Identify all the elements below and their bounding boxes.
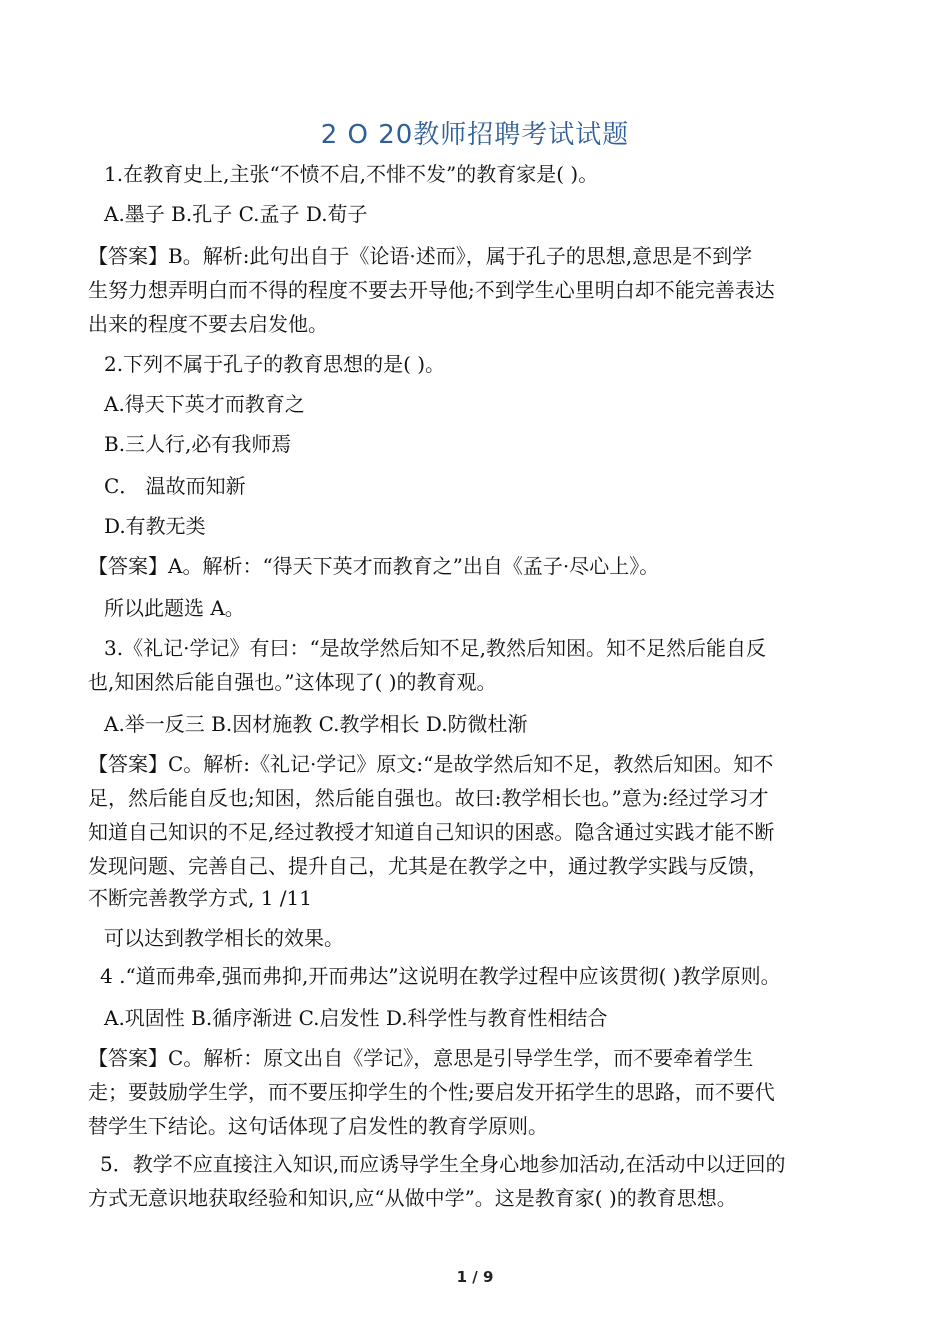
- document-title: 2 O 20教师招聘考试试题: [320, 120, 630, 150]
- text-line: 走；要鼓励学生学，而不要压抑学生的个性;要启发开拓学生的思路，而不要代: [88, 1080, 775, 1104]
- text-line: 【答案】C。解析：原文出自《学记》，意思是引导学生学，而不要牵着学生: [88, 1046, 754, 1070]
- page-number: 1 / 9: [456, 1268, 494, 1286]
- text-line: A.墨子 B.孔子 C.孟子 D.荀子: [104, 202, 368, 226]
- text-line: A.举一反三 B.因材施教 C.教学相长 D.防微杜渐: [104, 712, 528, 736]
- text-line: 2.下列不属于孔子的教育思想的是( )。: [104, 352, 446, 376]
- text-line: 替学生下结论。这句话体现了启发性的教育学原则。: [88, 1114, 548, 1138]
- text-line: 出来的程度不要去启发他。: [88, 312, 328, 336]
- text-line: 5．教学不应直接注入知识,而应诱导学生全身心地参加活动,在活动中以迂回的: [100, 1152, 786, 1176]
- text-line: 【答案】A。解析：“得天下英才而教育之”出自《孟子·尽心上》。: [88, 554, 660, 578]
- text-line: D.有教无类: [104, 514, 206, 538]
- text-line: 4 .“道而弗牵,强而弗抑,开而弗达”这说明在教学过程中应该贯彻( )教学原则。: [100, 964, 781, 988]
- text-line: 可以达到教学相长的效果。: [104, 926, 344, 950]
- text-line: 生努力想弄明白而不得的程度不要去开导他;不到学生心里明白却不能完善表达: [88, 278, 775, 302]
- text-line: 【答案】B。解析:此句出自于《论语·述而》，属于孔子的思想,意思是不到学: [88, 244, 753, 268]
- text-line: 知道自己知识的不足,经过教授才知道自己知识的困惑。隐含通过实践才能不断: [88, 820, 775, 844]
- text-line: 所以此题选 A。: [104, 596, 245, 620]
- text-line: A.巩固性 B.循序渐进 C.启发性 D.科学性与教育性相结合: [104, 1006, 608, 1030]
- text-line: 发现问题、完善自己、提升自己，尤其是在教学之中，通过教学实践与反馈，: [88, 854, 768, 878]
- text-line: B.三人行,必有我师焉: [104, 432, 292, 456]
- text-line: A.得天下英才而教育之: [104, 392, 305, 416]
- text-line: 3.《礼记·学记》有曰：“是故学然后知不足,教然后知困。知不足然后能自反: [104, 636, 767, 660]
- text-line: 1.在教育史上,主张“不愤不启,不悱不发”的教育家是( )。: [104, 162, 599, 186]
- text-line: 不断完善教学方式, 1 /11: [88, 886, 312, 910]
- text-line: 也,知困然后能自强也。”这体现了( )的教育观。: [88, 670, 497, 694]
- text-line: 足，然后能自反也;知困，然后能自强也。故曰:教学相长也。”意为:经过学习才: [88, 786, 769, 810]
- text-line: 方式无意识地获取经验和知识,应“从做中学”。这是教育家( )的教育思想。: [88, 1186, 737, 1210]
- text-line: C． 温故而知新: [104, 474, 246, 498]
- text-line: 【答案】C。解析:《礼记·学记》原文:“是故学然后知不足，教然后知困。知不: [88, 752, 774, 776]
